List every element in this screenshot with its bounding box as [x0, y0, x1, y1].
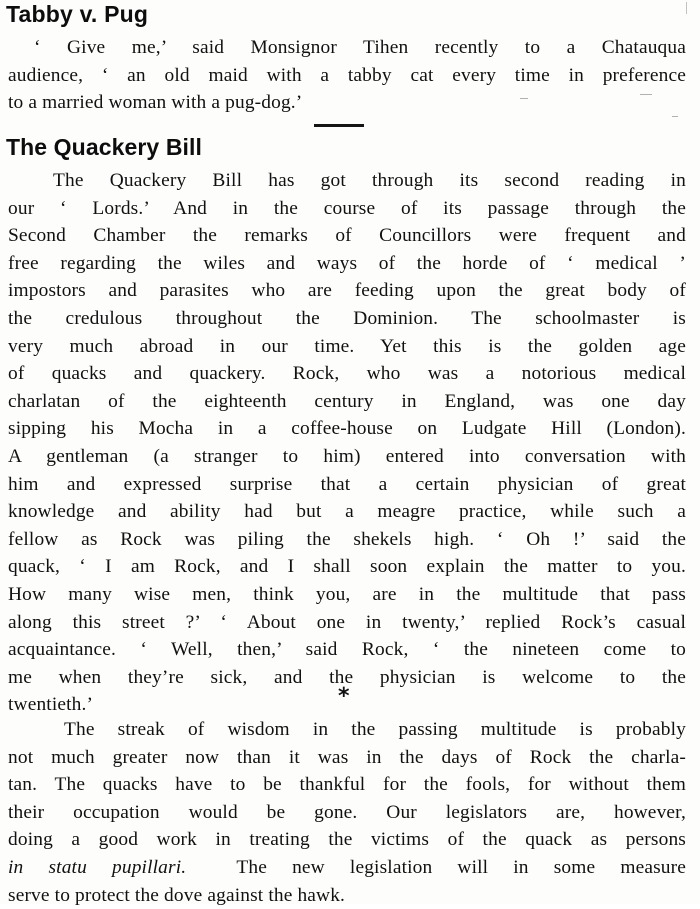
article-body-quackery-bill	[8, 167, 686, 719]
section-divider-rule	[314, 124, 364, 127]
text-line: serve to protect the dove against the hawk.	[8, 884, 346, 906]
article-body-tabby-v-pug	[8, 34, 686, 117]
text-line: impostors and parasites who are feeding upon the great body of	[8, 280, 686, 302]
text-line: charlatan of the eighteenth century in England, was one day	[8, 390, 686, 412]
article-title-quackery-bill: The Quackery Bill	[6, 134, 202, 160]
text-line: Second Chamber the remarks of Councillors were frequent and	[8, 225, 686, 247]
text-line: tan. The quacks have to be thankful for the fools, for without them	[8, 774, 686, 796]
text-fragment: The new legislation will in some measure	[236, 856, 686, 878]
text-line: The streak of wisdom in the passing multitude is probably	[64, 719, 686, 740]
section-separator-asterisk: *	[338, 684, 350, 709]
text-line: him and expressed surprise that a certain physician of great	[8, 473, 686, 495]
text-line: twentieth.’	[8, 694, 94, 716]
article-body-quackery-bill-closing	[8, 716, 686, 909]
print-speck	[520, 98, 528, 99]
text-line: knowledge and ability had but a meagre practice, while such a	[8, 501, 686, 523]
text-line: of quacks and quackery. Rock, who was a notorious medical	[8, 363, 686, 385]
text-line: not much greater now than it was in the days of Rock the charla-	[8, 746, 686, 768]
text-line: very much abroad in our time. Yet this is the golden age	[8, 335, 686, 357]
article-title-tabby-v-pug: Tabby v. Pug	[6, 1, 149, 27]
text-line: the credulous throughout the Dominion. The schoolmaster is	[8, 307, 686, 329]
text-line: sipping his Mocha in a coffee-house on Ludgate Hill (London).	[8, 418, 686, 440]
text-line: free regarding the wiles and ways of the horde of ‘ medical ’	[8, 252, 686, 274]
latin-phrase: in statu pupillari.	[8, 856, 187, 878]
text-line: along this street ?’ ‘ About one in twenty,’ replied Rock’s casual	[8, 611, 686, 633]
text-line: their occupation would be gone. Our legislators are, however,	[8, 801, 686, 823]
text-line: audience, ‘ an old maid with a tabby cat every time in preference	[8, 64, 686, 86]
print-speck	[672, 116, 678, 117]
text-line: The Quackery Bill has got through its second reading in	[53, 170, 686, 191]
text-line-with-latin	[8, 854, 686, 882]
text-line: How many wise men, think you, are in the multitude that pass	[8, 583, 686, 605]
text-line: quack, ‘ I am Rock, and I shall soon explain the matter to you.	[8, 556, 686, 578]
page-edge-artifact	[686, 2, 697, 14]
text-line: acquaintance. ‘ Well, then,’ said Rock, ‘ the nineteen come to	[8, 639, 686, 661]
text-line: me when they’re sick, and the physician is welcome to the	[8, 666, 686, 688]
text-line: A gentleman (a stranger to him) entered into conversation with	[8, 445, 686, 467]
text-line: our ‘ Lords.’ And in the course of its passage through the	[8, 197, 686, 219]
text-line: doing a good work in treating the victims of the quack as persons	[8, 829, 686, 851]
text-line: fellow as Rock was piling the shekels high. ‘ Oh !’ said the	[8, 528, 686, 550]
text-line: to a married woman with a pug-dog.’	[8, 92, 303, 114]
text-line: ‘ Give me,’ said Monsignor Tihen recently to a Chatauqua	[34, 37, 686, 58]
print-speck	[640, 94, 652, 95]
